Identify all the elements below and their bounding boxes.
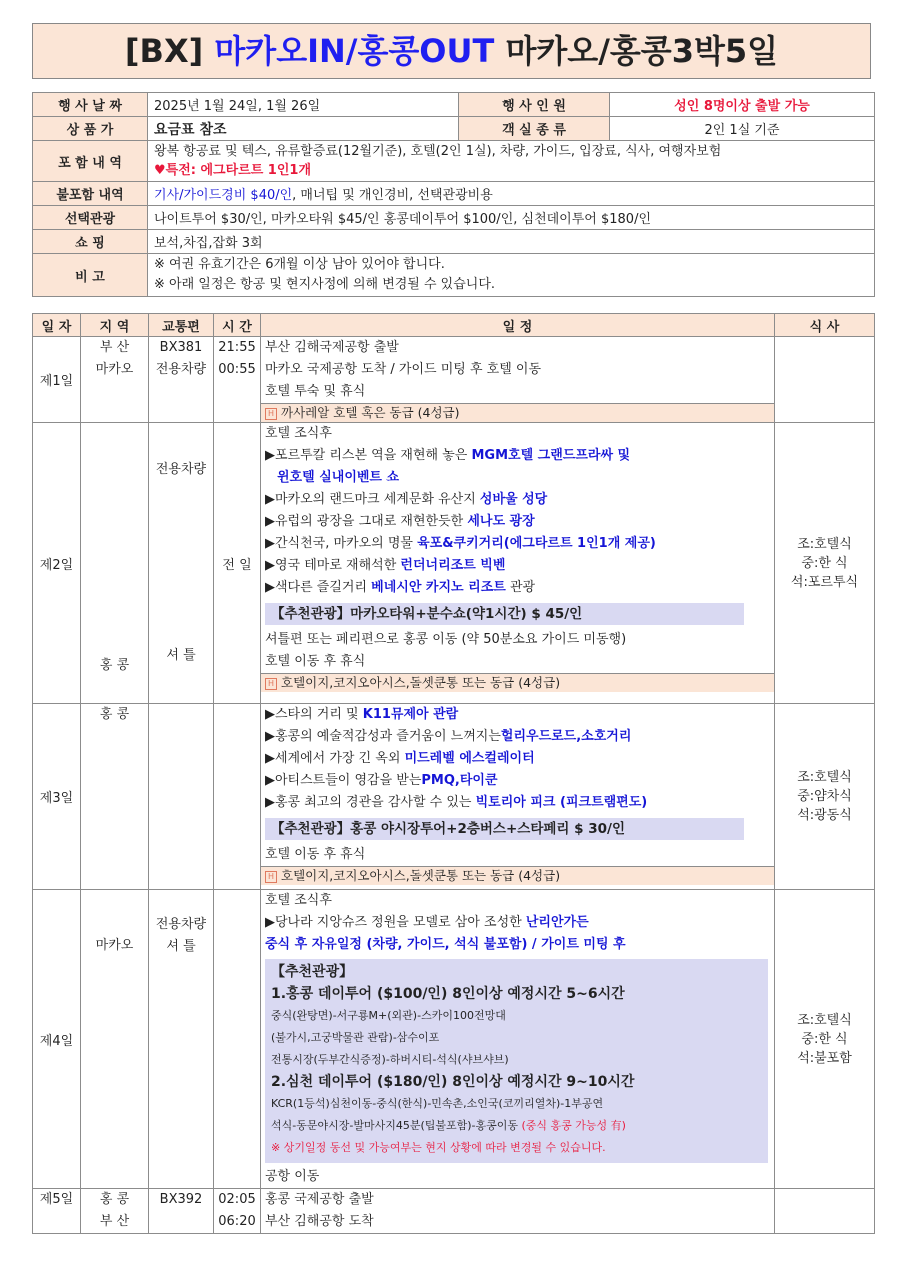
region-cell: [81, 1189, 149, 1234]
meal-dinner: 석:불포함: [797, 1050, 852, 1066]
hotel-text: 호텔이지,코지오아시스,돌셋쿤통 또는 동급 (4성급): [281, 675, 561, 690]
day-label: 제1일: [33, 337, 81, 423]
meal-lunch: 중:얌차식: [797, 789, 852, 804]
hongkong-tour-title: 1.홍콩 데이투어 ($100/인) 8인이상 예정시간 5~6시간: [271, 986, 625, 1002]
header-day: 일 자: [33, 314, 81, 337]
hotel-info: [261, 866, 774, 885]
schedule-line: 호텔 조식후: [265, 893, 332, 908]
day-label: 제3일: [33, 704, 81, 890]
schedule-cell: [261, 423, 775, 704]
optional-value: 나이트투어 $30/인, 마카오타워 $45/인 홍콩데이투어 $100/인, 심천데이투어 $180/인: [148, 206, 875, 230]
include-cell: [148, 141, 875, 182]
transport-text: 전용차량: [155, 362, 207, 377]
include-special: ♥특전: 에그타르트 1인1개: [154, 163, 312, 178]
header-schedule: 일 정: [261, 314, 775, 337]
schedule-line: 부산 김해국제공항 출발: [265, 340, 399, 355]
info-table: [32, 92, 875, 297]
table-row: [33, 423, 875, 704]
schedule-line: ▶색다른 즐길거리 베네시안 카지노 리조트 관광: [265, 580, 536, 595]
room-value: 2인 1실 기준: [610, 117, 875, 141]
meal-cell: [775, 890, 875, 1189]
transport-cell: [149, 1189, 214, 1234]
schedule-line: ▶홍콩의 예술적감성과 즐거움이 느껴지는헐리우드로드,소호거리: [265, 729, 632, 744]
meal-dinner: 석:포르투식: [790, 574, 859, 590]
time-text: 21:55: [218, 340, 256, 355]
time-cell: [214, 704, 261, 890]
region-cell: [81, 423, 149, 704]
table-row: [33, 337, 875, 423]
meal-lunch: 중:한 식: [801, 555, 848, 571]
note-label: 비 고: [33, 254, 148, 297]
transport-text: 전용차량: [155, 917, 207, 932]
region-cell: [81, 704, 149, 890]
tour-detail: 전통시장(두부간식증정)-하버시티-석식(샤브샤브): [271, 1053, 509, 1066]
transport-text: 셔 틀: [166, 939, 196, 954]
table-row: [33, 890, 875, 1189]
meal-breakfast: 조:호텔식: [797, 770, 852, 785]
exclude-fee: 기사/가이드경비 $40/인: [154, 188, 293, 203]
hotel-icon: H: [265, 871, 277, 883]
transport-cell: [149, 704, 214, 890]
day-label: 제2일: [33, 423, 81, 704]
schedule-line: 윈호텔 실내이벤트 쇼: [277, 470, 400, 485]
schedule-line: 공항 이동: [265, 1169, 320, 1184]
schedule-line: ▶아티스트들이 영감을 받는PMQ,타이쿤: [265, 773, 498, 788]
region-text: 부 산: [99, 340, 130, 355]
note-cell: [148, 254, 875, 297]
hotel-text: 호텔이지,코지오아시스,돌셋쿤통 또는 동급 (4성급): [281, 868, 561, 883]
tour-detail: 석식-동문야시장-발마사지45분(팁불포함)-홍콩이동 (중식 홍콩 가능성 有): [271, 1119, 626, 1132]
optional-tour-banner: 【추천관광】홍콩 야시장투어+2층버스+스타페리 $ 30/인: [265, 818, 744, 840]
schedule-line: 호텔 이동 후 휴식: [265, 654, 366, 669]
header-meal: 식 사: [775, 314, 875, 337]
title-route: 마카오IN/홍콩OUT: [214, 32, 495, 70]
region-text: 홍 콩: [99, 658, 130, 673]
schedule-cell: [261, 1189, 775, 1234]
time-cell: [214, 1189, 261, 1234]
region-cell: [81, 890, 149, 1189]
optional-label: 선택관광: [33, 206, 148, 230]
schedule-line: ▶유럽의 광장을 그대로 재현한듯한 세나도 광장: [265, 514, 535, 529]
people-value: 성인 8명이상 출발 가능: [610, 93, 875, 117]
schedule-line: ▶포르투칼 리스본 역을 재현해 놓은 MGM호텔 그랜드프라싸 및: [265, 448, 631, 463]
transport-text: BX381: [159, 340, 203, 355]
schedule-line: 중식 후 자유일정 (차량, 가이드, 석식 불포함) / 가이트 미팅 후: [265, 937, 626, 952]
schedule-line: ▶홍콩 최고의 경관을 감사할 수 있는 빅토리아 피크 (피크트램편도): [265, 795, 648, 810]
schedule-line: ▶세계에서 가장 긴 옥외 미드레벨 에스컬레이터: [265, 751, 535, 766]
day-cell: [33, 1189, 81, 1234]
title-suffix: 마카오/홍콩3박5일: [494, 32, 779, 70]
title-prefix: [BX]: [124, 32, 215, 70]
meal-cell: [775, 1189, 875, 1234]
people-label: 행 사 인 원: [459, 93, 610, 117]
region-text: 마카오: [95, 362, 134, 377]
table-row: [33, 1189, 875, 1234]
schedule-cell: [261, 337, 775, 423]
time-cell: [214, 890, 261, 1189]
page-title: [32, 23, 871, 79]
table-row: [33, 704, 875, 890]
region-text: 홍 콩: [99, 707, 130, 722]
region-text: 부 산: [99, 1214, 130, 1229]
schedule-cell: [261, 704, 775, 890]
transport-cell: [149, 337, 214, 423]
exclude-cell: [148, 182, 875, 206]
schedule-table: [32, 313, 875, 1234]
optional-tour-banner: 【추천관광】마카오타워+분수쇼(약1시간) $ 45/인: [265, 603, 744, 625]
schedule-line: 호텔 이동 후 휴식: [265, 847, 366, 862]
region-text: 홍 콩: [99, 1192, 130, 1207]
hotel-text: 까사레알 호텔 혹은 동급 (4성급): [281, 405, 460, 420]
date-label: 행 사 날 짜: [33, 93, 148, 117]
price-label: 상 품 가: [33, 117, 148, 141]
time-cell: 전 일: [214, 423, 261, 704]
schedule-line: ▶당나라 지앙슈즈 정원을 모델로 삼아 조성한 난리안가든: [265, 915, 589, 930]
transport-cell: [149, 423, 214, 704]
header-time: 시 간: [214, 314, 261, 337]
day-label: 제5일: [39, 1192, 74, 1207]
transport-text: 셔 틀: [166, 648, 196, 663]
meal-lunch: 중:한 식: [801, 1031, 848, 1047]
schedule-line: ▶영국 테마로 재해석한 런더너리조트 빅벤: [265, 558, 506, 573]
tour-notice: ※ 상기일정 동선 및 가능여부는 현지 상황에 따라 변경될 수 있습니다.: [271, 1141, 606, 1154]
tour-detail: KCR(1등석)심천이동-중식(한식)-민속촌,소인국(코끼리열차)-1부공연: [271, 1097, 604, 1110]
include-label: 포 함 내 역: [33, 141, 148, 182]
day-label: 제4일: [33, 890, 81, 1189]
schedule-line: ▶스타의 거리 및 K11뮤제아 관람: [265, 707, 459, 722]
schedule-line: 부산 김해공항 도착: [265, 1214, 374, 1229]
exclude-rest: , 매너팁 및 개인경비, 선택관광비용: [292, 188, 493, 203]
optional-tour-title: 【추천관광】: [271, 964, 354, 980]
meal-dinner: 석:광동식: [797, 808, 852, 823]
schedule-line: 호텔 투숙 및 휴식: [265, 384, 366, 399]
time-text: 06:20: [218, 1214, 256, 1229]
room-label: 객 실 종 류: [459, 117, 610, 141]
hotel-icon: H: [265, 678, 277, 690]
hotel-icon: H: [265, 408, 277, 420]
transport-text: BX392: [159, 1192, 203, 1207]
tour-detail: (불가시,고궁박물관 관람)-삼수이포: [271, 1031, 440, 1044]
meal-breakfast: 조:호텔식: [797, 1012, 852, 1028]
header-transport: 교통편: [149, 314, 214, 337]
hotel-info: [261, 403, 774, 422]
shopping-label: 쇼 핑: [33, 230, 148, 254]
transport-cell: [149, 890, 214, 1189]
meal-cell: [775, 337, 875, 423]
price-value: 요금표 참조: [148, 117, 459, 141]
note-2: ※ 아래 일정은 항공 및 현지사정에 의해 변경될 수 있습니다.: [154, 277, 496, 292]
schedule-line: 마카오 국제공항 도착 / 가이드 미팅 후 호텔 이동: [265, 362, 542, 377]
schedule-line: 홍콩 국제공항 출발: [265, 1192, 374, 1207]
meal-cell: [775, 423, 875, 704]
include-value: 왕복 항공료 및 텍스, 유류할증료(12월기준), 호텔(2인 1실), 차량, 가이드, 입장료, 식사, 여행자보험: [154, 144, 722, 159]
transport-text: 전용차량: [155, 462, 207, 477]
meal-cell: [775, 704, 875, 890]
note-1: ※ 여권 유효기간은 6개월 이상 남아 있어야 합니다.: [154, 257, 445, 272]
exclude-label: 불포함 내역: [33, 182, 148, 206]
meal-breakfast: 조:호텔식: [797, 536, 852, 552]
schedule-line: 셔틀편 또는 페리편으로 홍콩 이동 (약 50분소요 가이드 미동행): [265, 632, 627, 647]
date-value: 2025년 1월 24일, 1월 26일: [148, 93, 459, 117]
shenzhen-tour-title: 2.심천 데이투어 ($180/인) 8인이상 예정시간 9~10시간: [271, 1074, 635, 1090]
time-text: 00:55: [218, 362, 256, 377]
time-cell: [214, 337, 261, 423]
hotel-info: [261, 673, 774, 692]
time-text: 02:05: [218, 1192, 256, 1207]
shopping-value: 보석,차집,잡화 3회: [148, 230, 875, 254]
header-region: 지 역: [81, 314, 149, 337]
tour-detail: 중식(완탕면)-서구룡M+(외관)-스카이100전망대: [271, 1009, 506, 1022]
region-text: 마카오: [95, 938, 134, 953]
schedule-line: ▶마카오의 랜드마크 세계문화 유산지 성바울 성당: [265, 492, 548, 507]
schedule-line: 호텔 조식후: [265, 426, 332, 441]
region-cell: [81, 337, 149, 423]
schedule-line: ▶간식천국, 마카오의 명물 육포&쿠키거리(에그타르트 1인1개 제공): [265, 536, 656, 551]
optional-tour-box: [265, 959, 768, 1163]
schedule-cell: [261, 890, 775, 1189]
